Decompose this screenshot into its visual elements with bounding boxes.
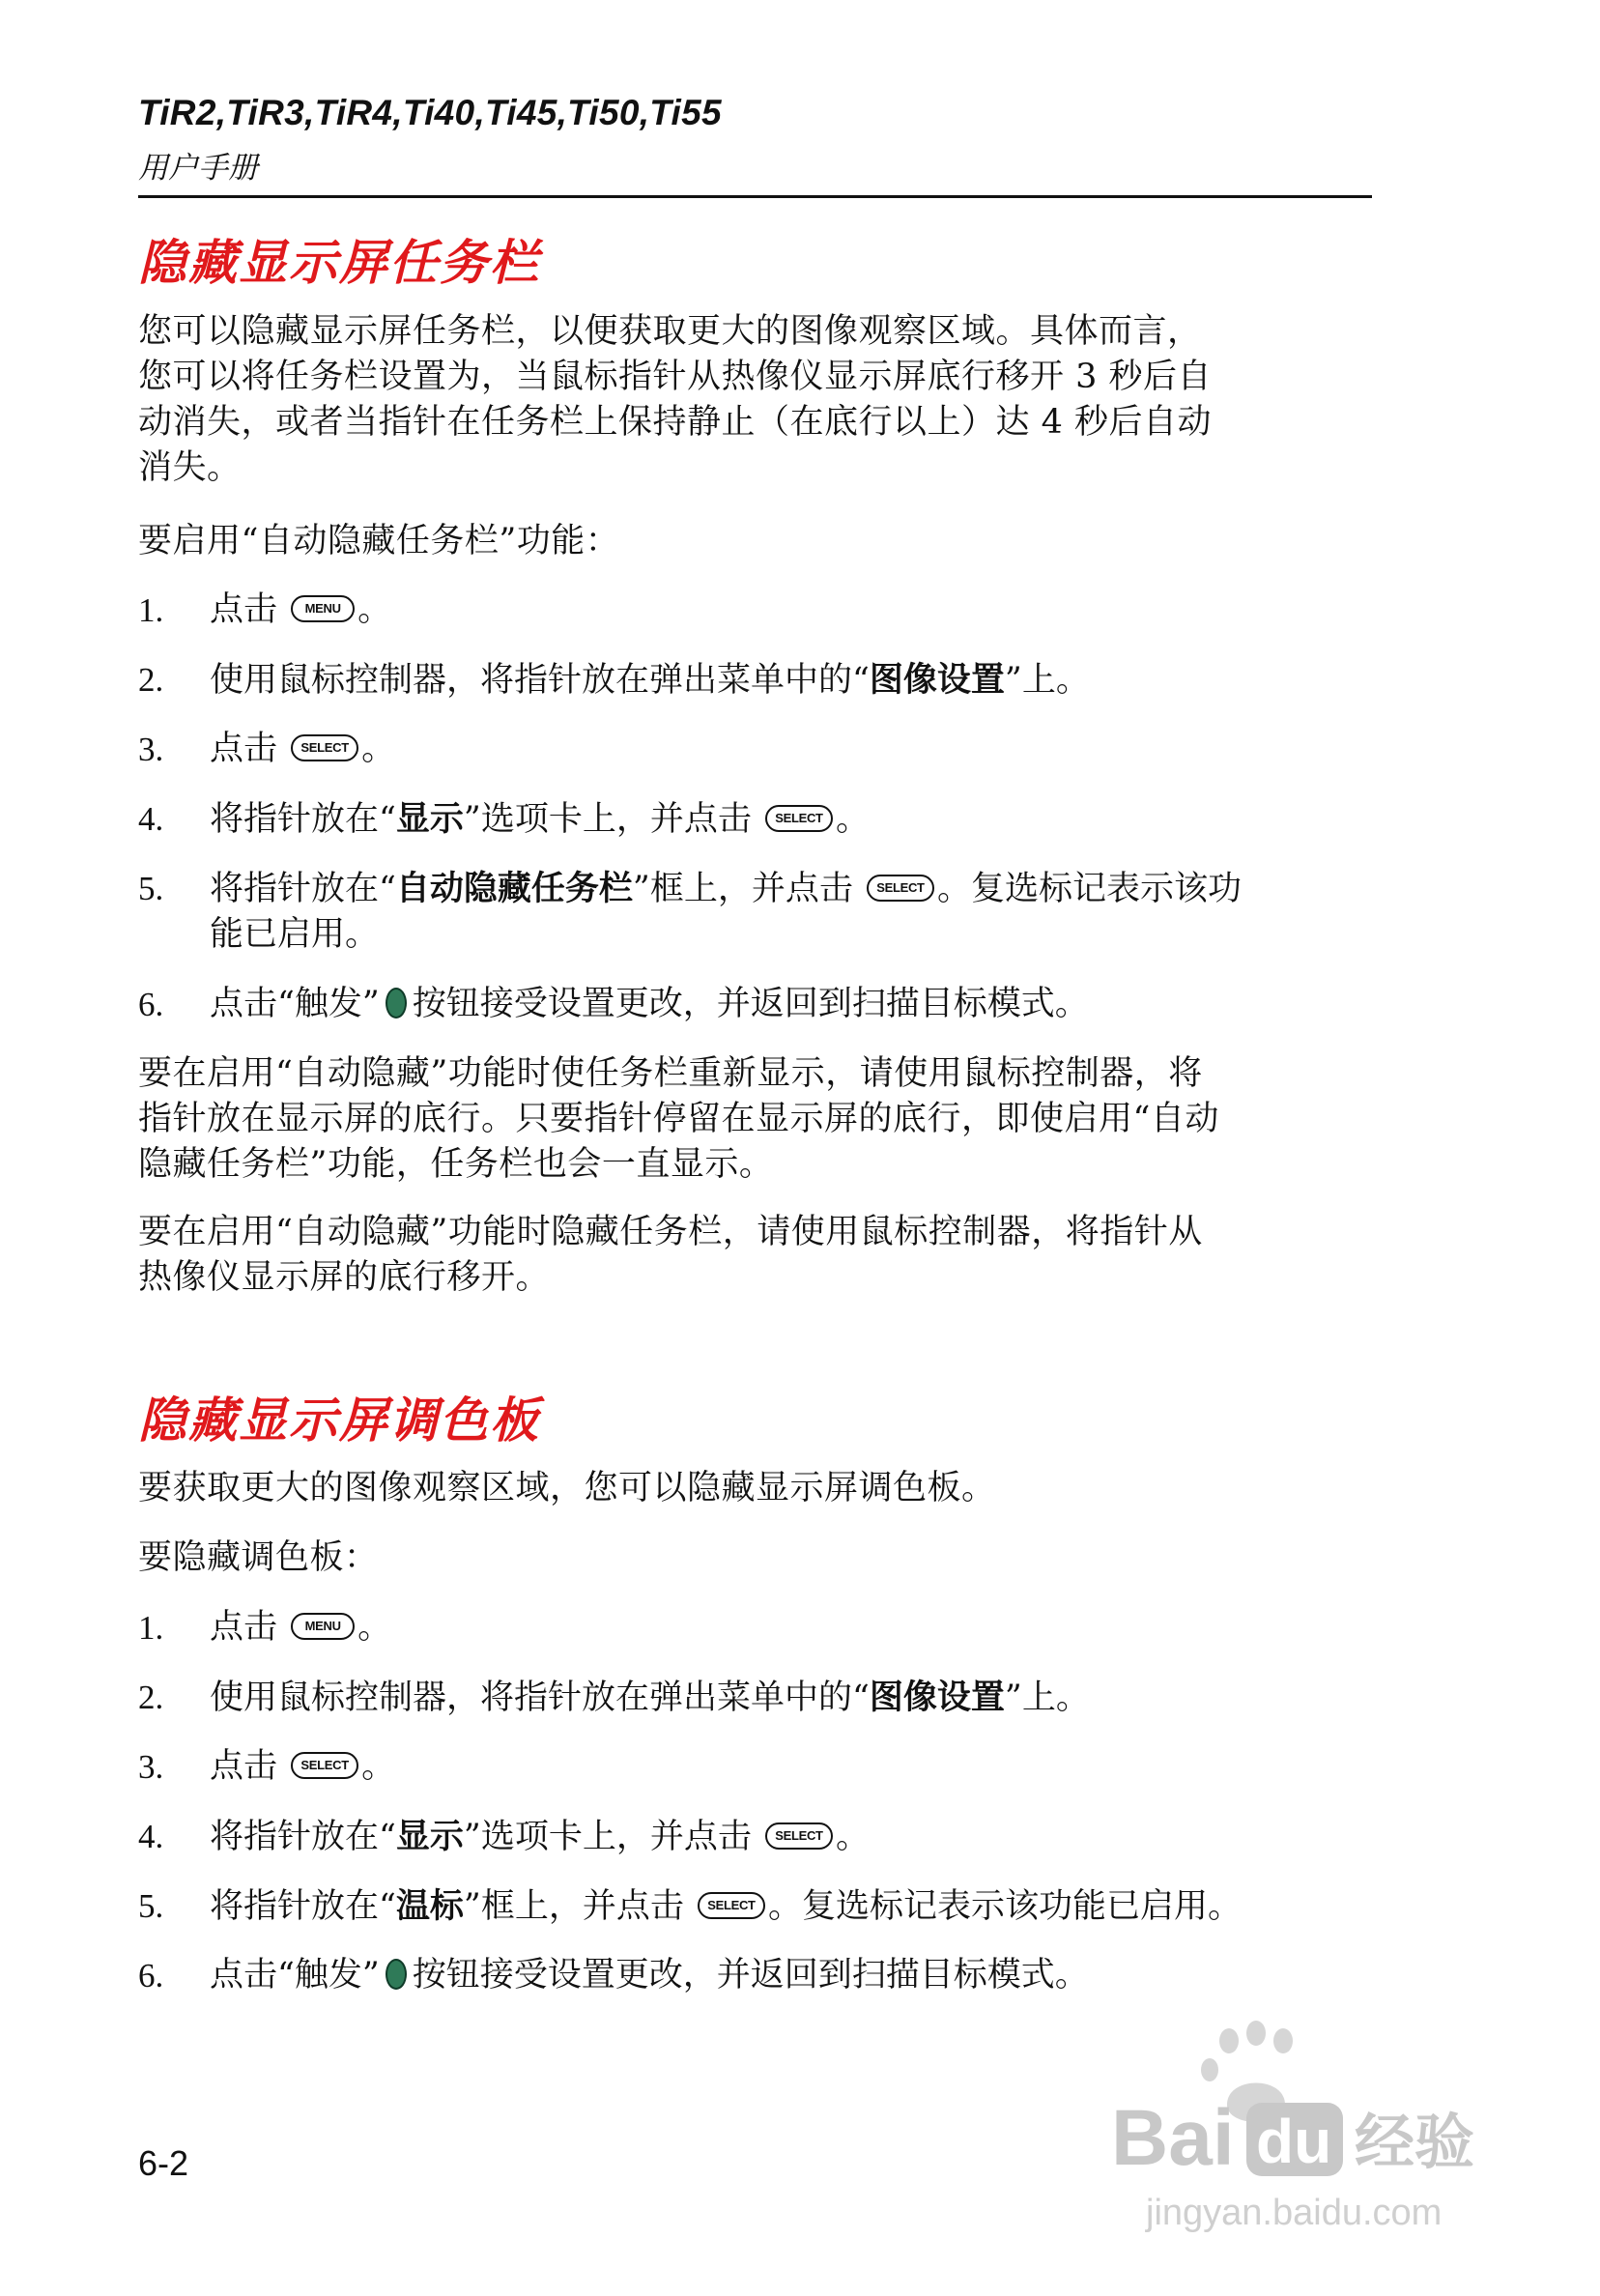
section1-intro [138,309,1375,491]
watermark-brand-du: du [1256,2107,1332,2176]
intro-line: 您可以隐藏显示屏任务栏，以便获取更大的图像观察区域。具体而言， [138,312,1202,351]
step-text: 。 [361,730,396,768]
step-number: 6. [138,1957,164,1995]
section2-intro: 要获取更大的图像观察区域，您可以隐藏显示屏调色板。 [138,1469,996,1507]
step-number: 6. [138,986,164,1023]
step-text: 。 [357,1608,392,1647]
step-text: 使用鼠标控制器，将指针放在弹出菜单中的“ [210,1679,870,1717]
step-number: 4. [138,1818,164,1855]
step-text: 按钮接受设置更改，并返回到扫描目标模式。 [412,985,1089,1023]
step-bold-term: 显示 [395,1817,464,1856]
step-text: 点击 [210,1608,278,1647]
step-text: 。 [361,1747,396,1786]
step-text: 点击“触发” [210,1956,380,1995]
step-text: 将指针放在“ [210,870,396,908]
step-bold-term: 温标 [395,1886,464,1926]
section1-paragraph-hide [138,1210,1375,1301]
select-button-icon: SELECT [291,734,358,761]
step-number: 2. [138,1679,164,1716]
step-text: 。 [835,1818,870,1856]
paragraph-line: 隐藏任务栏”功能，任务栏也会一直显示。 [138,1145,774,1184]
section-title-hide-palette: 隐藏显示屏调色板 [138,1392,540,1449]
intro-line: 消失。 [138,448,242,487]
paragraph-line: 要在启用“自动隐藏”功能时使任务栏重新显示，请使用鼠标控制器，将 [138,1054,1203,1093]
step-text: 使用鼠标控制器，将指针放在弹出菜单中的“ [210,661,870,700]
section1-paragraph-show [138,1051,1375,1188]
section-title-hide-taskbar: 隐藏显示屏任务栏 [138,235,540,291]
step-text: ”上。 [1004,661,1090,700]
step-text: ”选项卡上，并点击 [463,1818,752,1856]
step-text: ”上。 [1004,1679,1090,1717]
section1-lead: 要启用“自动隐藏任务栏”功能： [138,522,620,560]
step-text: 按钮接受设置更改，并返回到扫描目标模式。 [412,1956,1089,1995]
select-button-icon: SELECT [765,1822,833,1850]
intro-line: 动消失，或者当指针在任务栏上保持静止（在底行以上）达 4 秒后自动 [138,403,1213,442]
step-text: 将指针放在“ [210,1818,396,1856]
select-button-icon: SELECT [765,805,833,832]
trigger-button-icon [386,1959,407,1990]
select-button-icon: SELECT [698,1892,765,1919]
select-button-icon: SELECT [867,875,934,902]
step-text: 。 [357,590,392,629]
step-text: 点击 [210,1747,278,1786]
menu-button-icon: MENU [291,1613,355,1640]
step-bold-term: 自动隐藏任务栏 [395,869,633,908]
step-bold-term: 图像设置 [869,660,1005,700]
select-button-icon: SELECT [291,1752,358,1779]
header-rule [138,195,1372,198]
intro-line: 您可以将任务栏设置为，当鼠标指针从热像仪显示屏底行移开 3 秒后自 [138,358,1213,396]
watermark-cn: 经验 [1355,2107,1475,2177]
paragraph-line: 要在启用“自动隐藏”功能时隐藏任务栏，请使用鼠标控制器，将指针从 [138,1213,1203,1251]
trigger-button-icon [386,988,407,1019]
step-text: 。复选标记表示该功能已启用。 [767,1887,1242,1926]
step-text: 点击“触发” [210,985,380,1023]
step-text: 。 [835,800,870,839]
header-subtitle: 用户手册 [138,151,258,186]
paragraph-line: 指针放在显示屏的底行。只要指针停留在显示屏的底行，即使启用“自动 [138,1100,1219,1138]
menu-button-icon: MENU [291,595,355,622]
step-number: 3. [138,731,164,768]
step-text: ”框上，并点击 [632,870,853,908]
step-number: 3. [138,1748,164,1786]
step-number: 4. [138,800,164,838]
step-text: 将指针放在“ [210,1887,396,1926]
header-models: TiR2,TiR3,TiR4,Ti40,Ti45,Ti50,Ti55 [138,93,722,132]
step-text: ”选项卡上，并点击 [463,800,752,839]
baidu-watermark-logo [1101,2020,1507,2261]
watermark-brand: Bai [1111,2094,1235,2182]
watermark-paw-badge [1246,2103,1343,2176]
step-number: 1. [138,591,164,629]
step-bold-term: 图像设置 [869,1678,1005,1717]
page-number: 6-2 [138,2143,189,2183]
step-text: ”框上，并点击 [463,1887,684,1926]
step-number: 5. [138,1887,164,1925]
step-number: 2. [138,661,164,699]
step-number: 1. [138,1609,164,1647]
step-text: 点击 [210,730,278,768]
step-text: 将指针放在“ [210,800,396,839]
step-continuation: 能已启用。 [210,915,380,954]
section2-lead: 要隐藏调色板： [138,1538,379,1577]
step-bold-term: 显示 [395,799,464,839]
watermark-url: jingyan.baidu.com [1146,2193,1443,2233]
step-text: 。复选标记表示该功 [936,870,1242,908]
paragraph-line: 热像仪显示屏的底行移开。 [138,1258,551,1297]
step-number: 5. [138,870,164,907]
step-text: 点击 [210,590,278,629]
